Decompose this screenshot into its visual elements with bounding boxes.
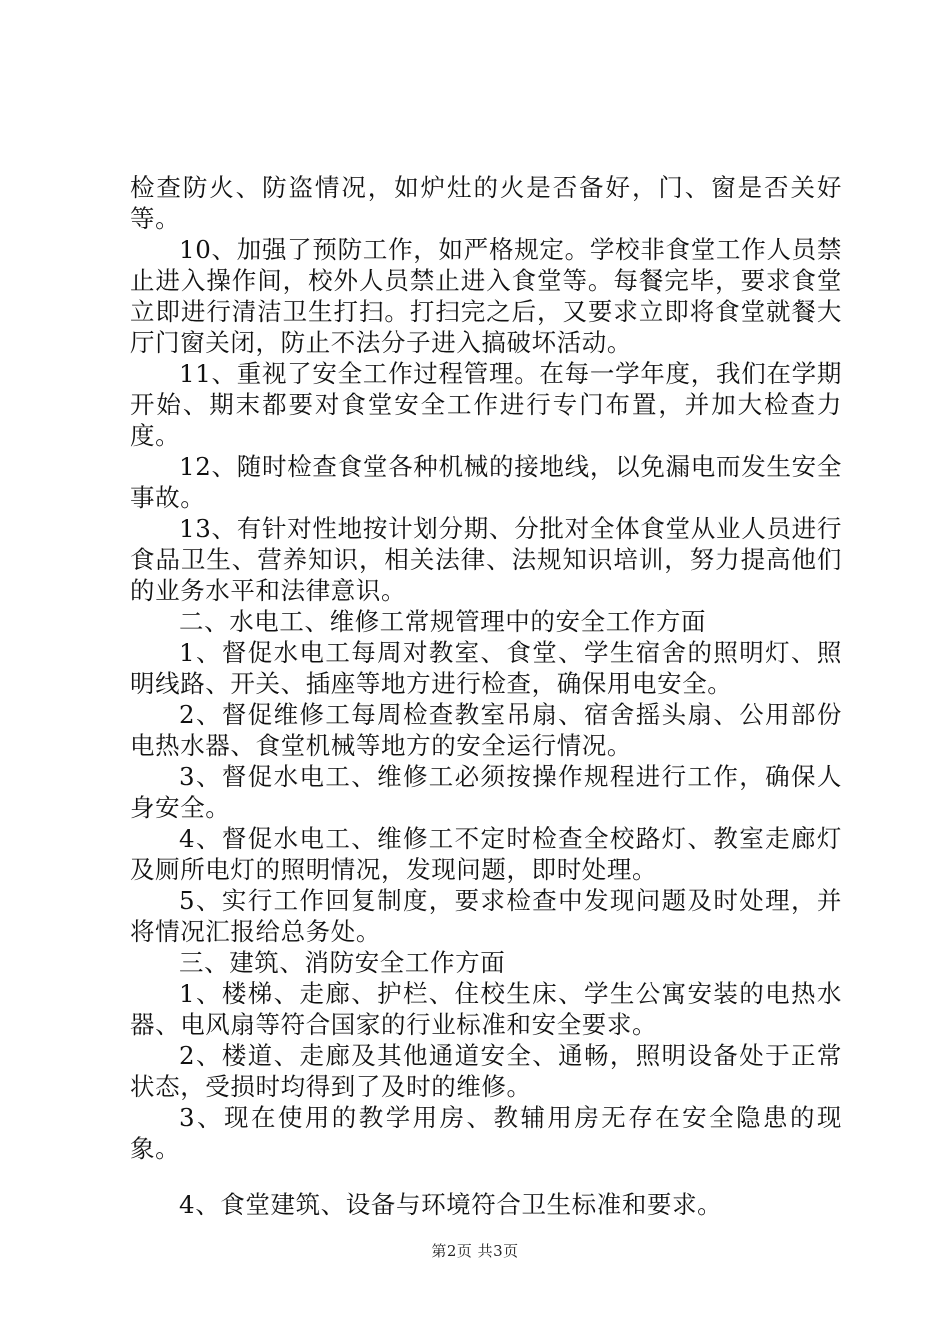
section-heading-2: 二、水电工、维修工常规管理中的安全工作方面	[179, 607, 707, 636]
paragraph-section2-item-2: 2、督促维修工每周检查教室吊扇、宿舍摇头扇、公用部份电热水器、食堂机械等地方的安全运行情况。	[130, 700, 842, 760]
paragraph-item-12: 12、随时检查食堂各种机械的接地线，以免漏电而发生安全事故。	[130, 452, 842, 512]
paragraph-section2-item-3: 3、督促水电工、维修工必须按操作规程进行工作，确保人身安全。	[130, 762, 842, 822]
section-heading-3: 三、建筑、消防安全工作方面	[179, 948, 506, 977]
paragraph-section2-item-5: 5、实行工作回复制度，要求检查中发现问题及时处理，并将情况汇报给总务处。	[130, 886, 842, 946]
paragraph-section2-item-1: 1、督促水电工每周对教室、食堂、学生宿舍的照明灯、照明线路、开关、插座等地方进行检查，确保用电安全。	[130, 638, 842, 698]
paragraph-item-11: 11、重视了安全工作过程管理。在每一学年度，我们在学期开始、期末都要对食堂安全工作进行专门布置，并加大检查力度。	[130, 359, 842, 450]
paragraph-section3-item-1: 1、楼梯、走廊、护栏、住校生床、学生公寓安装的电热水器、电风扇等符合国家的行业标准和安全要求。	[130, 979, 842, 1039]
document-body	[130, 172, 842, 1220]
paragraph-section2-item-4: 4、督促水电工、维修工不定时检查全校路灯、教室走廊灯及厕所电灯的照明情况，发现问题，即时处理。	[130, 824, 842, 884]
paragraph-section3-item-2: 2、楼道、走廊及其他通道安全、通畅，照明设备处于正常状态，受损时均得到了及时的维修。	[130, 1041, 842, 1101]
paragraph-section3-item-4: 4、食堂建筑、设备与环境符合卫生标准和要求。	[179, 1190, 723, 1219]
page-number-footer: 第2页 共3页	[431, 1242, 519, 1260]
paragraph-continuation: 检查防火、防盗情况，如炉灶的火是否备好，门、窗是否关好等。	[130, 173, 842, 233]
paragraph-section3-item-3: 3、现在使用的教学用房、教辅用房无存在安全隐患的现象。	[130, 1103, 842, 1163]
paragraph-item-13: 13、有针对性地按计划分期、分批对全体食堂从业人员进行食品卫生、营养知识，相关法律、法规知识培训，努力提高他们的业务水平和法律意识。	[130, 514, 842, 605]
paragraph-item-10: 10、加强了预防工作，如严格规定。学校非食堂工作人员禁止进入操作间，校外人员禁止进入食堂等。每餐完毕，要求食堂立即进行清洁卫生打扫。打扫完之后，又要求立即将食堂就餐大厅门窗关闭，防止不法分子进入搞破坏活动。	[130, 235, 842, 357]
